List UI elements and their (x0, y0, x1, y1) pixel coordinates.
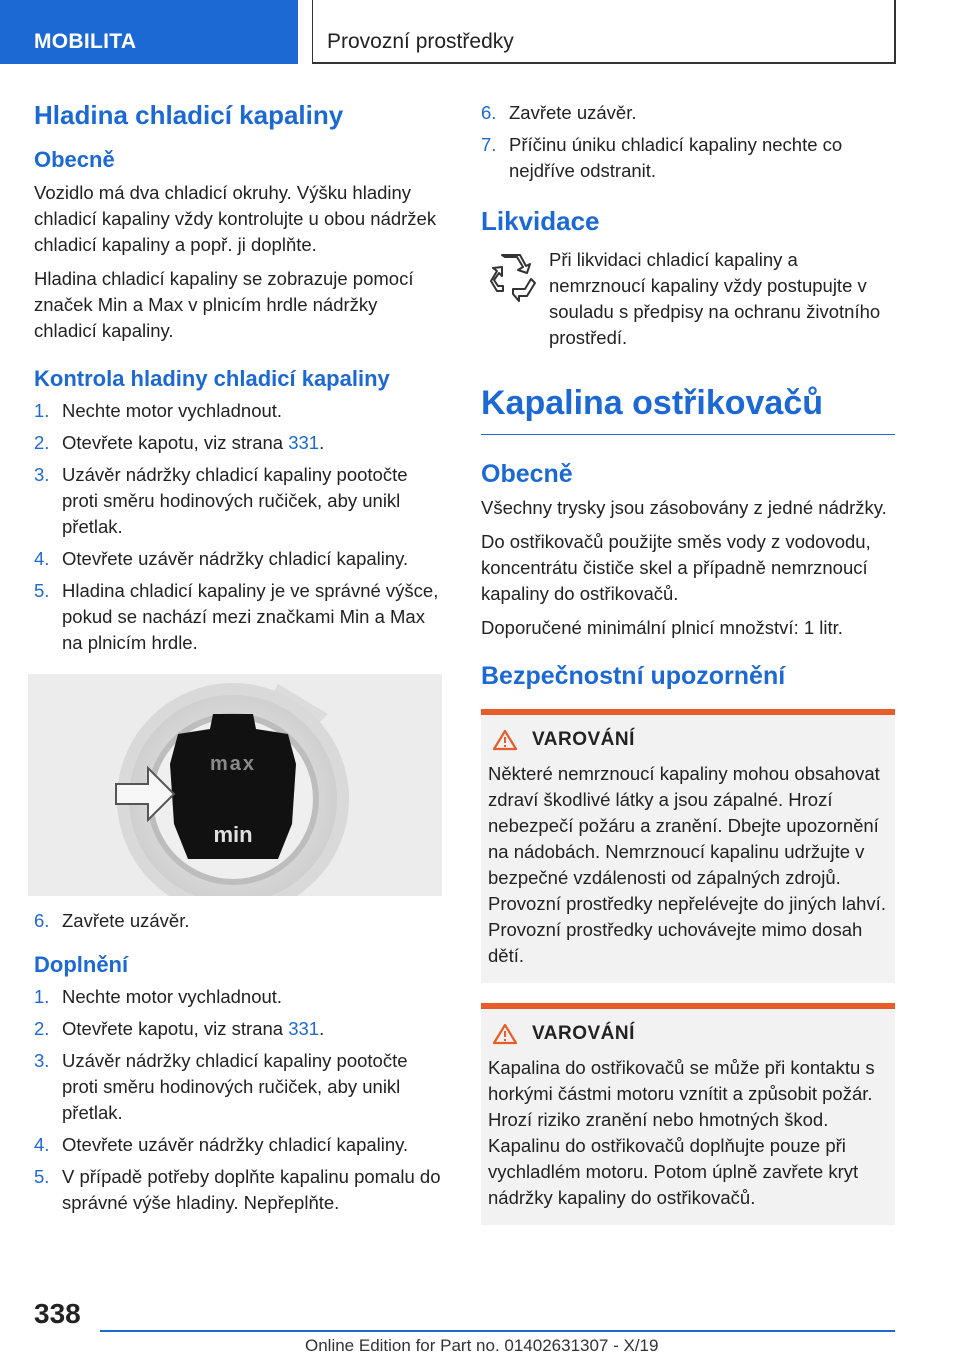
list-item: 2. Otevřete kapotu, viz strana 331. (34, 431, 325, 453)
safety-heading: Bezpečnostní upozornění (481, 661, 786, 690)
washer-general-heading: Obecně (481, 459, 573, 488)
coolant-level-title: Hladina chladicí kapaliny (34, 100, 344, 130)
general-heading: Obecně (34, 147, 115, 173)
header-section-label: MOBILITA (34, 30, 137, 53)
warning-label: VAROVÁNÍ (532, 728, 635, 750)
list-item: 4. Otevřete uzávěr nádržky chladicí kapaliny. (34, 1134, 409, 1156)
disposal-note (481, 247, 895, 351)
general-paragraph-2: Hladina chladicí kapaliny se zobrazuje pomocí značek Min a Max v plnicím hrdle nádržky chladicí kapaliny. (34, 267, 414, 341)
washer-fluid-title: Kapalina ostřikovačů (481, 383, 895, 435)
coolant-filler-neck-illustration (28, 674, 442, 896)
recycle-icon (483, 249, 539, 305)
disposal-heading: Likvidace (481, 206, 600, 236)
check-steps (34, 398, 444, 656)
footer-divider (100, 1330, 895, 1332)
list-item: 5. Hladina chladicí kapaliny je ve správné výšce, pokud se nachází mezi značkami Min a Max na plnicím hrdle. (34, 579, 439, 653)
list-item: 7. Příčinu úniku chladicí kapaliny nechte co nejdříve odstranit. (481, 134, 843, 181)
min-mark-label: min (213, 821, 253, 847)
right-column (481, 100, 895, 1245)
list-item: 2. Otevřete kapotu, viz strana 331. (34, 1018, 325, 1040)
list-item: 1. Nechte motor vychladnout. (34, 986, 283, 1008)
list-item: 6. Zavřete uzávěr. (34, 909, 190, 931)
warning-triangle-icon (492, 729, 518, 751)
list-item: 3. Uzávěr nádržky chladicí kapaliny pootočte proti směru hodinových ručiček, aby unikl přetlak. (34, 1050, 408, 1124)
page-link[interactable]: 331 (288, 431, 320, 453)
check-step-6 (34, 908, 444, 934)
warning-text: Kapalina do ostřikovačů se může při kontaktu s horkými částmi motoru vznítit a způsobit požár. Hrozí riziko zranění nebo hmotných škod. Kapalinu do ostřikovačů doplňujte pouze při vychladlém motoru. Potom úplně zavřete kryt nádržky kapaliny do ostřikovačů. (488, 1056, 875, 1208)
list-item: 1. Nechte motor vychladnout. (34, 399, 283, 421)
check-heading: Kontrola hladiny chladicí kapaliny (34, 365, 390, 391)
warning-box (481, 709, 895, 983)
warning-triangle-icon (492, 1023, 518, 1045)
footer-edition: Online Edition for Part no. 01402631307 - X/19 (305, 1336, 659, 1355)
list-item: 6. Zavřete uzávěr. (481, 102, 637, 123)
list-item: 5. V případě potřeby doplňte kapalinu pomalu do správné výše hladiny. Nepřeplňte. (34, 1166, 441, 1214)
washer-paragraph-2: Do ostřikovačů použijte směs vody z vodovodu, koncentrátu čističe skel a případně nemrznoucí kapaliny do ostřikovačů. (481, 530, 871, 604)
warning-label: VAROVÁNÍ (532, 1022, 635, 1044)
washer-paragraph-3: Doporučené minimální plnicí množství: 1 litr. (481, 616, 843, 638)
warning-box (481, 1003, 895, 1225)
washer-paragraph-1: Všechny trysky jsou zásobovány z jedné nádržky. (481, 496, 887, 518)
list-item: 4. Otevřete uzávěr nádržky chladicí kapaliny. (34, 547, 409, 569)
left-column (34, 100, 444, 1224)
max-mark-label: max (209, 752, 257, 775)
page-number: 338 (34, 1298, 81, 1329)
header-section-tab (0, 0, 298, 64)
header-chapter-label: Provozní prostředky (327, 30, 514, 53)
refill-steps (34, 984, 444, 1216)
coolant-cap-photo (28, 674, 442, 896)
general-paragraph-1: Vozidlo má dva chladicí okruhy. Výšku hladiny chladicí kapaliny vždy kontrolujte u obou nádržek chladicí kapaliny a popř. ji doplňte. (34, 181, 437, 255)
refill-heading: Doplnění (34, 951, 129, 977)
disposal-text: Při likvidaci chladicí kapaliny a nemrznoucí kapaliny vždy postupujte v souladu s předpisy na ochranu životního prostředí. (549, 249, 881, 349)
warning-text: Některé nemrznoucí kapaliny mohou obsahovat zdraví škodlivé látky a jsou zápalné. Hrozí nebezpečí požáru a zranění. Dbejte upozornění na nádobách. Nemrznoucí kapalinu udržujte v bezpečné vzdálenosti od zápalných zdrojů. Provozní prostředky nepřelévejte do jiných lahví. Provozní prostředky uchovávejte mimo dosah dětí. (488, 762, 886, 966)
refill-steps-continued (481, 100, 895, 184)
page-link[interactable]: 331 (288, 1018, 320, 1040)
list-item: 3. Uzávěr nádržky chladicí kapaliny pootočte proti směru hodinových ručiček, aby unikl přetlak. (34, 463, 408, 537)
header-chapter-tab (312, 0, 896, 64)
